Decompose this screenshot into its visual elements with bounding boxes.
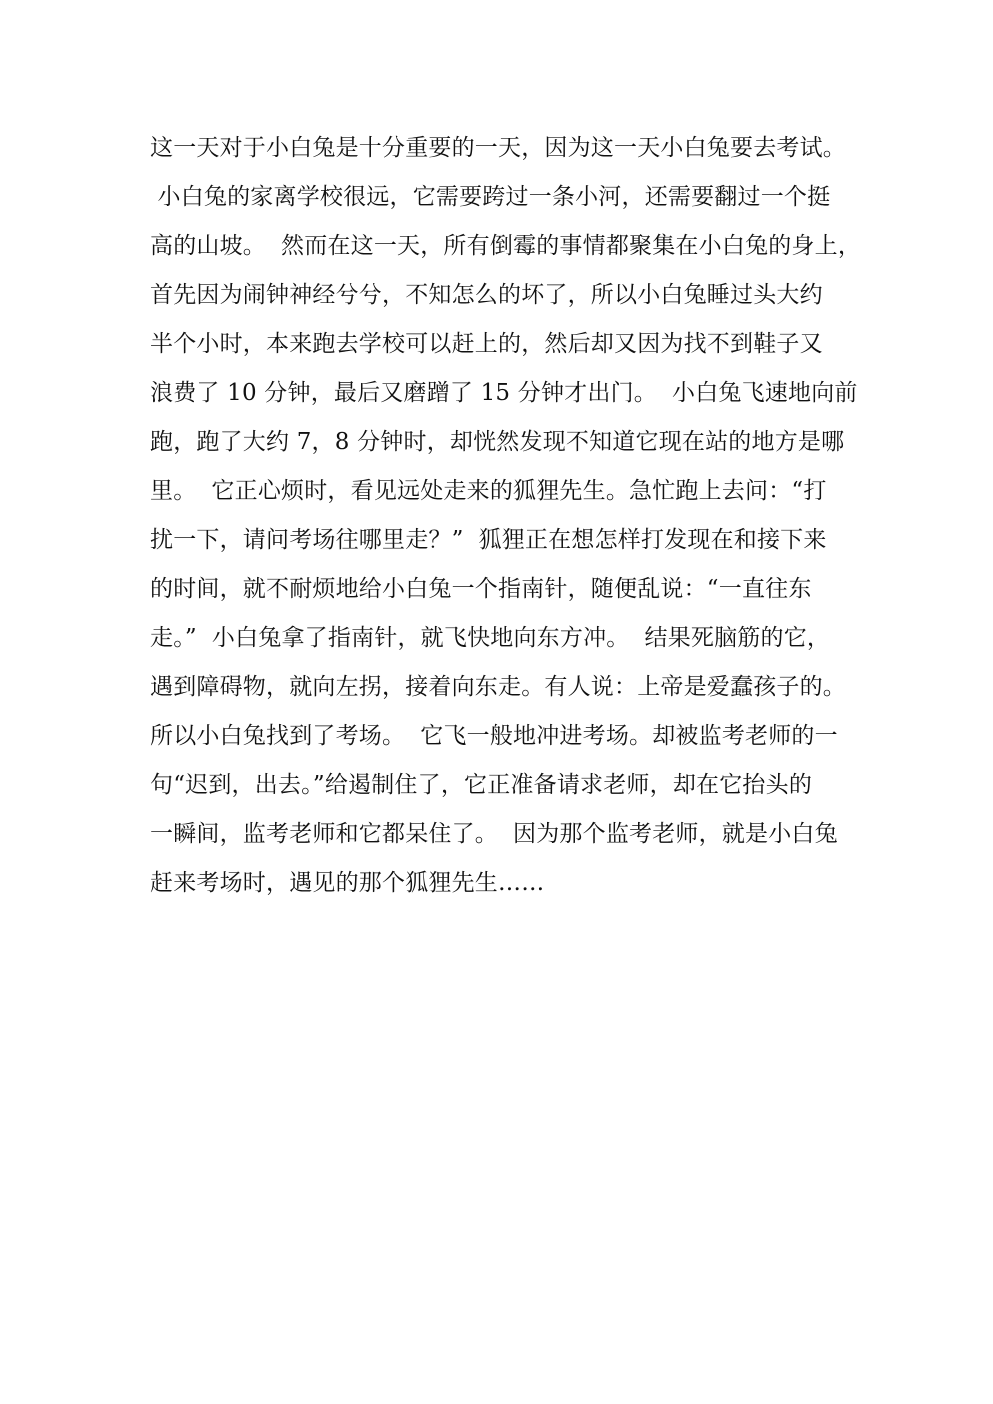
text-line-6: 浪费了 10 分钟，最后又磨蹭了 15 分钟才出门。 小白兔飞速地向前: [150, 380, 858, 406]
text-line-9: 扰一下，请问考场往哪里走？” 狐狸正在想怎样打发现在和接下来: [150, 527, 827, 553]
text-line-2: 小白兔的家离学校很远，它需要跨过一条小河，还需要翻过一个挺: [150, 184, 831, 210]
text-line-5: 半个小时，本来跑去学校可以赶上的，然后却又因为找不到鞋子又: [150, 331, 823, 357]
text-line-7: 跑，跑了大约 7，8 分钟时，却恍然发现不知道它现在站的地方是哪: [150, 429, 845, 455]
text-line-4: 首先因为闹钟神经兮兮，不知怎么的坏了，所以小白兔睡过头大约: [150, 282, 823, 308]
text-line-3: 高的山坡。 然而在这一天，所有倒霉的事情都聚集在小白兔的身上，: [150, 233, 862, 259]
story-text: [150, 124, 862, 908]
text-line-8: 里。 它正心烦时，看见远处走来的狐狸先生。急忙跑上去问：“打: [150, 478, 827, 504]
text-line-13: 所以小白兔找到了考场。 它飞一般地冲进考场。却被监考老师的一: [150, 723, 838, 749]
text-line-16: 赶来考场时，遇见的那个狐狸先生……: [150, 870, 545, 896]
text-line-14: 句“迟到，出去。”给遏制住了，它正准备请求老师，却在它抬头的: [150, 772, 813, 798]
text-line-15: 一瞬间，监考老师和它都呆住了。 因为那个监考老师，就是小白兔: [150, 821, 838, 847]
text-line-12: 遇到障碍物，就向左拐，接着向东走。有人说：上帝是爱蠢孩子的。: [150, 674, 846, 700]
text-line-11: 走。” 小白兔拿了指南针，就飞快地向东方冲。 结果死脑筋的它，: [150, 625, 831, 651]
text-line-10: 的时间，就不耐烦地给小白兔一个指南针，随便乱说：“一直往东: [150, 576, 812, 602]
text-line-1: 这一天对于小白兔是十分重要的一天，因为这一天小白兔要去考试。: [150, 135, 846, 161]
